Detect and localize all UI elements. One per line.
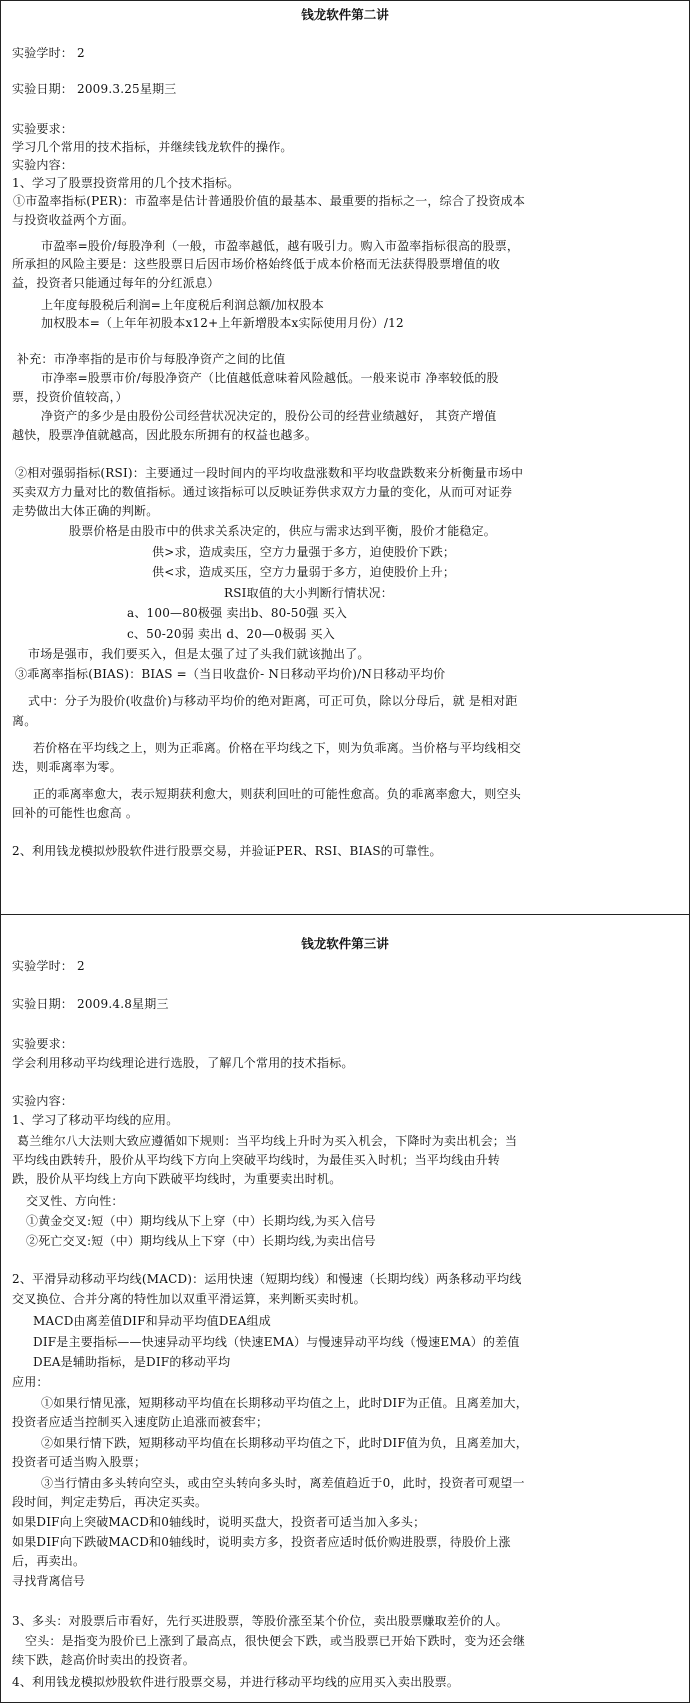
formula-line: 上年度每股税后利润=上年度税后利润总额/加权股本 — [41, 298, 324, 312]
paragraph-line: ①黄金交叉:短（中）期均线从下上穿（中）长期均线,为买入信号 — [26, 1214, 376, 1228]
paragraph-line: 越快，股票净值就越高，因此股东所拥有的权益也越多。 — [12, 428, 318, 442]
paragraph-line: 投资者可适当购入股票； — [12, 1455, 147, 1469]
requirements-label: 实验要求： — [12, 1037, 74, 1051]
paragraph-line: ③当行情由多头转向空头，或由空头转向多头时，离差值趋近于0，此时，投资者可观望一 — [41, 1476, 525, 1490]
paragraph-line: 回补的可能性也愈高 。 — [12, 806, 139, 820]
requirements-text: 学会利用移动平均线理论进行选股，了解几个常用的技术指标。 — [12, 1056, 354, 1070]
paragraph-line: ①市盈率指标(PER)：市盈率是估计普通股价值的最基本、最重要的指标之一，综合了投资成本 — [13, 194, 526, 208]
lecture-3-title: 钱龙软件第三讲 — [301, 936, 389, 951]
paragraph-line: DIF是主要指标——快速异动平均线（快速EMA）与慢速异动平均线（慢速EMA）的差值 — [33, 1335, 520, 1349]
paragraph-line: 补充：市净率指的是市价与每股净资产之间的比值 — [17, 352, 286, 366]
requirements-label: 实验要求： — [12, 122, 74, 136]
paragraph-line: 离。 — [12, 714, 37, 728]
paragraph-line: ③乖离率指标(BIAS)：BIAS =（当日收盘价- N日移动平均价)/N日移动平均价 — [15, 667, 446, 681]
paragraph-line: ②死亡交叉:短（中）期均线从上下穿（中）长期均线,为卖出信号 — [26, 1234, 376, 1248]
paragraph-line: 迭，则乖离率为零。 — [12, 760, 122, 774]
paragraph-line: 应用： — [12, 1375, 49, 1389]
paragraph-line: DEA是辅助指标，是DIF的移动平均 — [33, 1355, 231, 1369]
hours-line: 实验学时： 2 — [12, 959, 85, 973]
paragraph-line: 式中：分子为股价(收盘价)与移动平均价的绝对距离，可正可负，除以分母后，就 是相对距 — [28, 694, 518, 708]
paragraph-line: c、50-20弱 卖出 d、20—0极弱 买入 — [127, 627, 335, 641]
paragraph-line: 后，再卖出。 — [12, 1554, 86, 1568]
paragraph-line: 葛兰维尔八大法则大致应遵循如下规则：当平均线上升时为买入机会，下降时为卖出机会；当 — [17, 1134, 518, 1148]
paragraph-line: 如果DIF向下跌破MACD和0轴线时，说明卖方多，投资者应适时低价购进股票，待股价上涨 — [12, 1535, 511, 1549]
section-heading: 2、利用钱龙模拟炒股软件进行股票交易，并验证PER、RSI、BIAS的可靠性。 — [12, 844, 442, 858]
date-line: 实验日期： 2009.3.25星期三 — [12, 82, 177, 96]
paragraph-line: 若价格在平均线之上，则为正乖离。价格在平均线之下，则为负乖离。当价格与平均线相交 — [33, 741, 522, 755]
paragraph-line: 跌，股价从平均线上方向下跌破平均线时，为重要卖出时机。 — [12, 1172, 342, 1186]
date-line: 实验日期： 2009.4.8星期三 — [12, 997, 169, 1011]
paragraph-line: ①如果行情见涨，短期移动平均值在长期移动平均值之上，此时DIF为正值。且离差加大， — [41, 1396, 528, 1410]
paragraph-line: 续下跌，趁高价时卖出的投资者。 — [12, 1653, 196, 1667]
paragraph-line: 净资产的多少是由股份公司经营状况决定的，股份公司的经营业绩越好， 其资产增值 — [41, 409, 497, 423]
lecture-3-cell — [0, 914, 690, 1703]
paragraph-line: 正的乖离率愈大，表示短期获利愈大，则获利回吐的可能性愈高。负的乖离率愈大，则空头 — [33, 787, 522, 801]
paragraph-line: 投资者应适当控制买入速度防止追涨而被套牢； — [12, 1415, 269, 1429]
paragraph-line: 与投资收益两个方面。 — [12, 213, 135, 227]
paragraph-line: 交叉性、方向性： — [26, 1194, 124, 1208]
section-heading: 2、平滑异动移动平均线(MACD)：运用快速（短期均线）和慢速（长期均线）两条移动平均线 — [12, 1272, 522, 1286]
paragraph-line: a、100—80极强 卖出b、80-50强 买入 — [127, 606, 348, 620]
paragraph-line: 供<求，造成买压，空方力量弱于多方，迫使股价上升； — [152, 565, 456, 579]
paragraph-line: 市净率=股票市价/每股净资产（比值越低意味着风险越低。一般来说市 净率较低的股 — [41, 371, 499, 385]
paragraph-line: 市场是强市，我们要买入，但是太强了过了头我们就该抛出了。 — [28, 647, 370, 661]
section-heading: 3、多头：对股票后市看好，先行买进股票，等股价涨至某个价位，卖出股票赚取差价的人。 — [12, 1614, 508, 1628]
paragraph-line: RSI取值的大小判断行情状况： — [224, 586, 393, 600]
paragraph-line: 走势做出大体正确的判断。 — [12, 504, 159, 518]
requirements-text: 学习几个常用的技术指标，并继续钱龙软件的操作。 — [12, 140, 293, 154]
lecture-2-title: 钱龙软件第二讲 — [301, 7, 389, 22]
paragraph-line: 空头：是指变为股价已上涨到了最高点，很快便会下跌，或当股票已开始下跌时，变为还会继 — [25, 1634, 526, 1648]
paragraph-line: 买卖双方力量对比的数值指标。通过该指标可以反映证券供求双方力量的变化，从而可对证券 — [12, 485, 513, 499]
paragraph-line: 如果DIF向上突破MACD和0轴线时，说明买盘大，投资者可适当加入多头； — [12, 1515, 426, 1529]
paragraph-line: 平均线由跌转升，股价从平均线下方向上突破平均线时，为最佳买入时机；当平均线由升转 — [12, 1153, 501, 1167]
paragraph-line: 所承担的风险主要是：这些股票日后因市场价格始终低于成本价格而无法获得股票增值的收 — [12, 257, 501, 271]
paragraph-line: 票，投资价值较高，） — [12, 390, 129, 404]
content-label: 实验内容： — [12, 158, 74, 172]
section-heading: 1、学习了股票投资常用的几个技术指标。 — [12, 176, 240, 190]
paragraph-line: 供>求，造成卖压，空方力量强于多方，迫使股价下跌； — [152, 545, 456, 559]
paragraph-line: ②相对强弱指标(RSI)：主要通过一段时间内的平均收盘涨数和平均收盘跌数来分析衡量市场中 — [15, 466, 524, 480]
section-heading: 1、学习了移动平均线的应用。 — [12, 1113, 179, 1127]
paragraph-line: 段时间，判定走势后，再决定买卖。 — [12, 1495, 208, 1509]
paragraph-line: 市盈率=股价/每股净利（一般，市盈率越低，越有吸引力。购入市盈率指标很高的股票， — [41, 239, 520, 253]
paragraph-line: 寻找背离信号 — [12, 1574, 86, 1588]
paragraph-line: 益，投资者只能通过每年的分红派息） — [12, 276, 220, 290]
paragraph-line: 股票价格是由股市中的供求关系决定的，供应与需求达到平衡，股价才能稳定。 — [69, 524, 497, 538]
content-label: 实验内容： — [12, 1094, 74, 1108]
section-heading: 4、利用钱龙模拟炒股软件进行股票交易，并进行移动平均线的应用买入卖出股票。 — [12, 1675, 460, 1689]
paragraph-line: 交叉换位、合并分离的特性加以双重平滑运算，来判断买卖时机。 — [12, 1292, 366, 1306]
formula-line: 加权股本=（上年年初股本x12+上年新增股本x实际使用月份）/12 — [41, 316, 404, 330]
paragraph-line: ②如果行情下跌，短期移动平均值在长期移动平均值之下，此时DIF值为负，且离差加大， — [41, 1436, 528, 1450]
hours-line: 实验学时： 2 — [12, 46, 85, 60]
paragraph-line: MACD由离差值DIF和异动平均值DEA组成 — [33, 1314, 271, 1328]
